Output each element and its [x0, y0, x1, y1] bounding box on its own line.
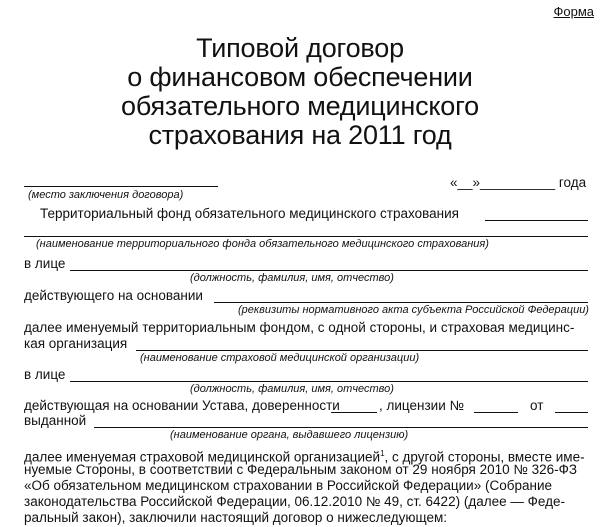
smo-label: кая организация: [24, 336, 128, 351]
place-hint: (место заключения договора): [28, 189, 184, 201]
fund-name-hint: (наименование территориального фонда обязательного медицинского страхования): [36, 238, 489, 250]
acting-charter-label: действующая на основании Устава, доверенности: [24, 398, 340, 413]
license-number-line[interactable]: [474, 412, 518, 413]
form-label: Форма: [553, 4, 594, 19]
issued-label: выданной: [24, 413, 87, 428]
normative-act-hint: (реквизиты нормативного акта субъекта Российской Федерации): [238, 304, 589, 316]
license-date-line[interactable]: [555, 412, 588, 413]
fund-name-line[interactable]: [485, 220, 588, 221]
hereinafter-fund-text: далее именуемый территориальным фондом, с одной стороны, и страховая медицинс-: [24, 320, 575, 335]
acting-basis-label: действующего на основании: [24, 288, 203, 303]
title-line: о финансовом обеспечении: [127, 62, 473, 92]
issuer-line[interactable]: [94, 427, 588, 428]
in-person-label-2: в лице: [24, 367, 66, 382]
footnote-mark: 1: [380, 449, 385, 458]
title-line: обязательного медицинского: [121, 91, 479, 121]
fund-name-line-2[interactable]: [24, 236, 588, 237]
paragraph-text: , с другой стороны, вместе име-: [384, 449, 585, 465]
fund-label: Территориальный фонд обязательного медицинского страхования: [40, 206, 459, 221]
paragraph-line-3: «Об обязательном медицинском страховании в Российской Федерации» (Собрание: [24, 478, 552, 493]
paragraph-line-4: законодательства Российской Федерации, 06.12.2010 № 49, ст. 6422) (далее — Феде-: [24, 494, 565, 509]
representative-line-2[interactable]: [70, 381, 588, 382]
issuer-hint: (наименование органа, выдавшего лицензию): [170, 429, 409, 441]
smo-name-hint: (наименование страховой медицинской организации): [140, 352, 420, 364]
paragraph-line-2: нуемые Стороны, в соответствии с Федеральным законом от 29 ноября 2010 № 326-ФЗ: [24, 462, 578, 477]
document-title: [0, 34, 600, 150]
license-label: , лицензии №: [379, 398, 464, 413]
in-person-label: в лице: [24, 256, 66, 271]
representative-hint-2: (должность, фамилия, имя, отчество): [190, 383, 394, 395]
power-of-attorney-line[interactable]: [331, 412, 377, 413]
paragraph-line-5: ральный закон), заключили настоящий договор о нижеследующем:: [24, 510, 447, 525]
smo-name-line[interactable]: [136, 350, 588, 351]
from-label: от: [530, 398, 544, 413]
title-line: Типовой договор: [196, 33, 404, 63]
representative-line[interactable]: [70, 270, 588, 271]
representative-hint: (должность, фамилия, имя, отчество): [190, 272, 394, 284]
normative-act-line[interactable]: [214, 302, 588, 303]
title-line: страхования на 2011 год: [148, 120, 452, 150]
paragraph-text: далее именуемая страховой медицинской организацией: [24, 449, 381, 465]
date-field[interactable]: «__»__________ года: [450, 175, 587, 190]
place-field-line[interactable]: [24, 186, 218, 187]
